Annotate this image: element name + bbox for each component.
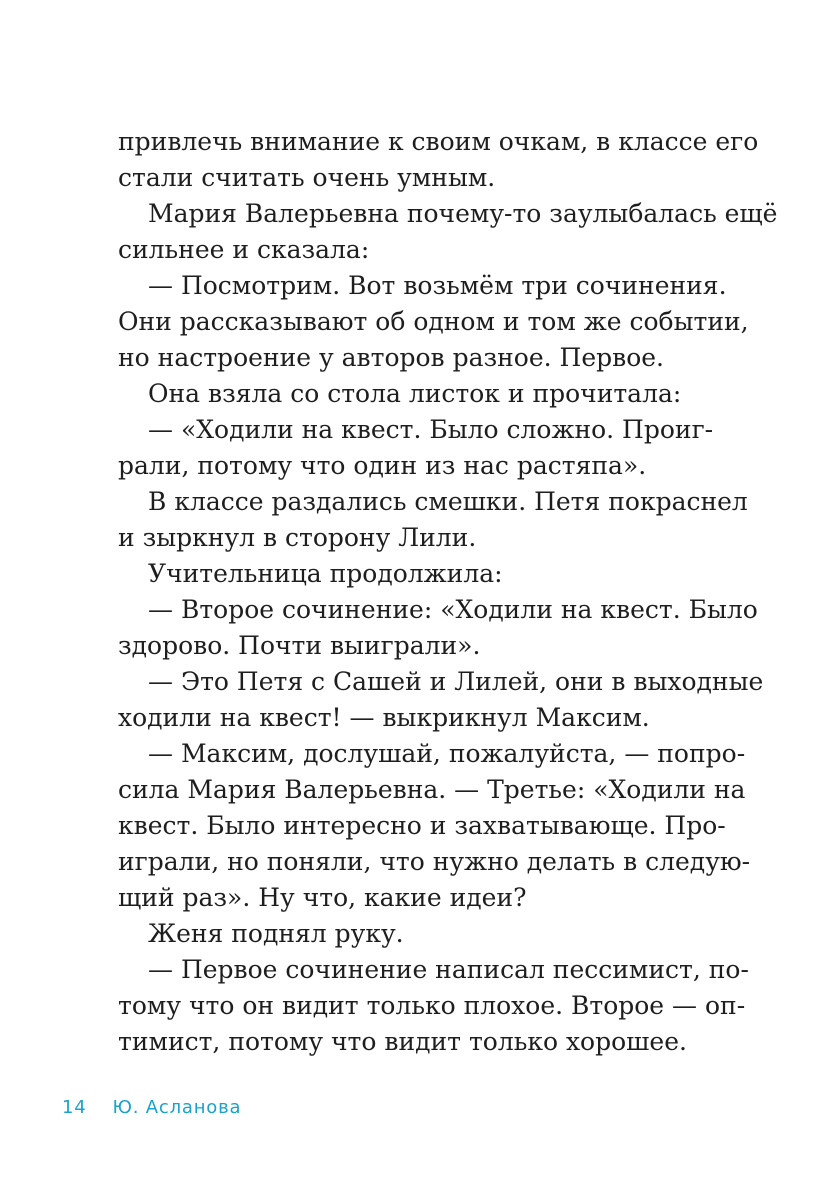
text-line: Женя поднял руку. — [148, 919, 404, 948]
text-line: здорово. Почти выиграли». — [118, 631, 481, 660]
text-line: квест. Было интересно и захватывающе. Про- — [118, 811, 726, 840]
body-text — [118, 124, 778, 1060]
text-line: щий раз». Ну что, какие идеи? — [118, 883, 527, 912]
text-line: и зыркнул в сторону Лили. — [118, 523, 477, 552]
text-line: Мария Валерьевна почему-то заулыбалась ещё — [148, 199, 778, 228]
text-line: — «Ходили на квест. Было сложно. Проиг- — [148, 415, 714, 444]
text-line: сила Мария Валерьевна. — Третье: «Ходили на — [118, 775, 746, 804]
text-line: — Второе сочинение: «Ходили на квест. Было — [148, 595, 758, 624]
text-line: тому что он видит только плохое. Второе — оп- — [118, 991, 746, 1020]
page-footer — [62, 1094, 241, 1122]
text-line: привлечь внимание к своим очкам, в классе его — [118, 127, 759, 156]
text-line: Учительница продолжила: — [148, 559, 503, 588]
text-line: В классе раздались смешки. Петя покраснел — [148, 487, 748, 516]
text-line: — Это Петя с Сашей и Лилей, они в выходные — [148, 667, 764, 696]
text-line: — Первое сочинение написал пессимист, по- — [148, 955, 749, 984]
text-line: Она взяла со стола листок и прочитала: — [148, 379, 682, 408]
text-line: рали, потому что один из нас растяпа». — [118, 451, 647, 480]
text-line: сильнее и сказала: — [118, 235, 370, 264]
text-line: — Посмотрим. Вот возьмём три сочинения. — [148, 271, 727, 300]
text-line: стали считать очень умным. — [118, 163, 496, 192]
page-number: 14 — [62, 1097, 87, 1118]
text-line: — Максим, дослушай, пожалуйста, — попро- — [148, 739, 746, 768]
text-line: Они рассказывают об одном и том же событии, — [118, 307, 749, 336]
author-name: Ю. Асланова — [112, 1097, 242, 1118]
text-line: играли, но поняли, что нужно делать в следую- — [118, 847, 751, 876]
text-line: тимист, потому что видит только хорошее. — [118, 1027, 687, 1056]
text-line: ходили на квест! — выкрикнул Максим. — [118, 703, 650, 732]
text-line: но настроение у авторов разное. Первое. — [118, 343, 664, 372]
